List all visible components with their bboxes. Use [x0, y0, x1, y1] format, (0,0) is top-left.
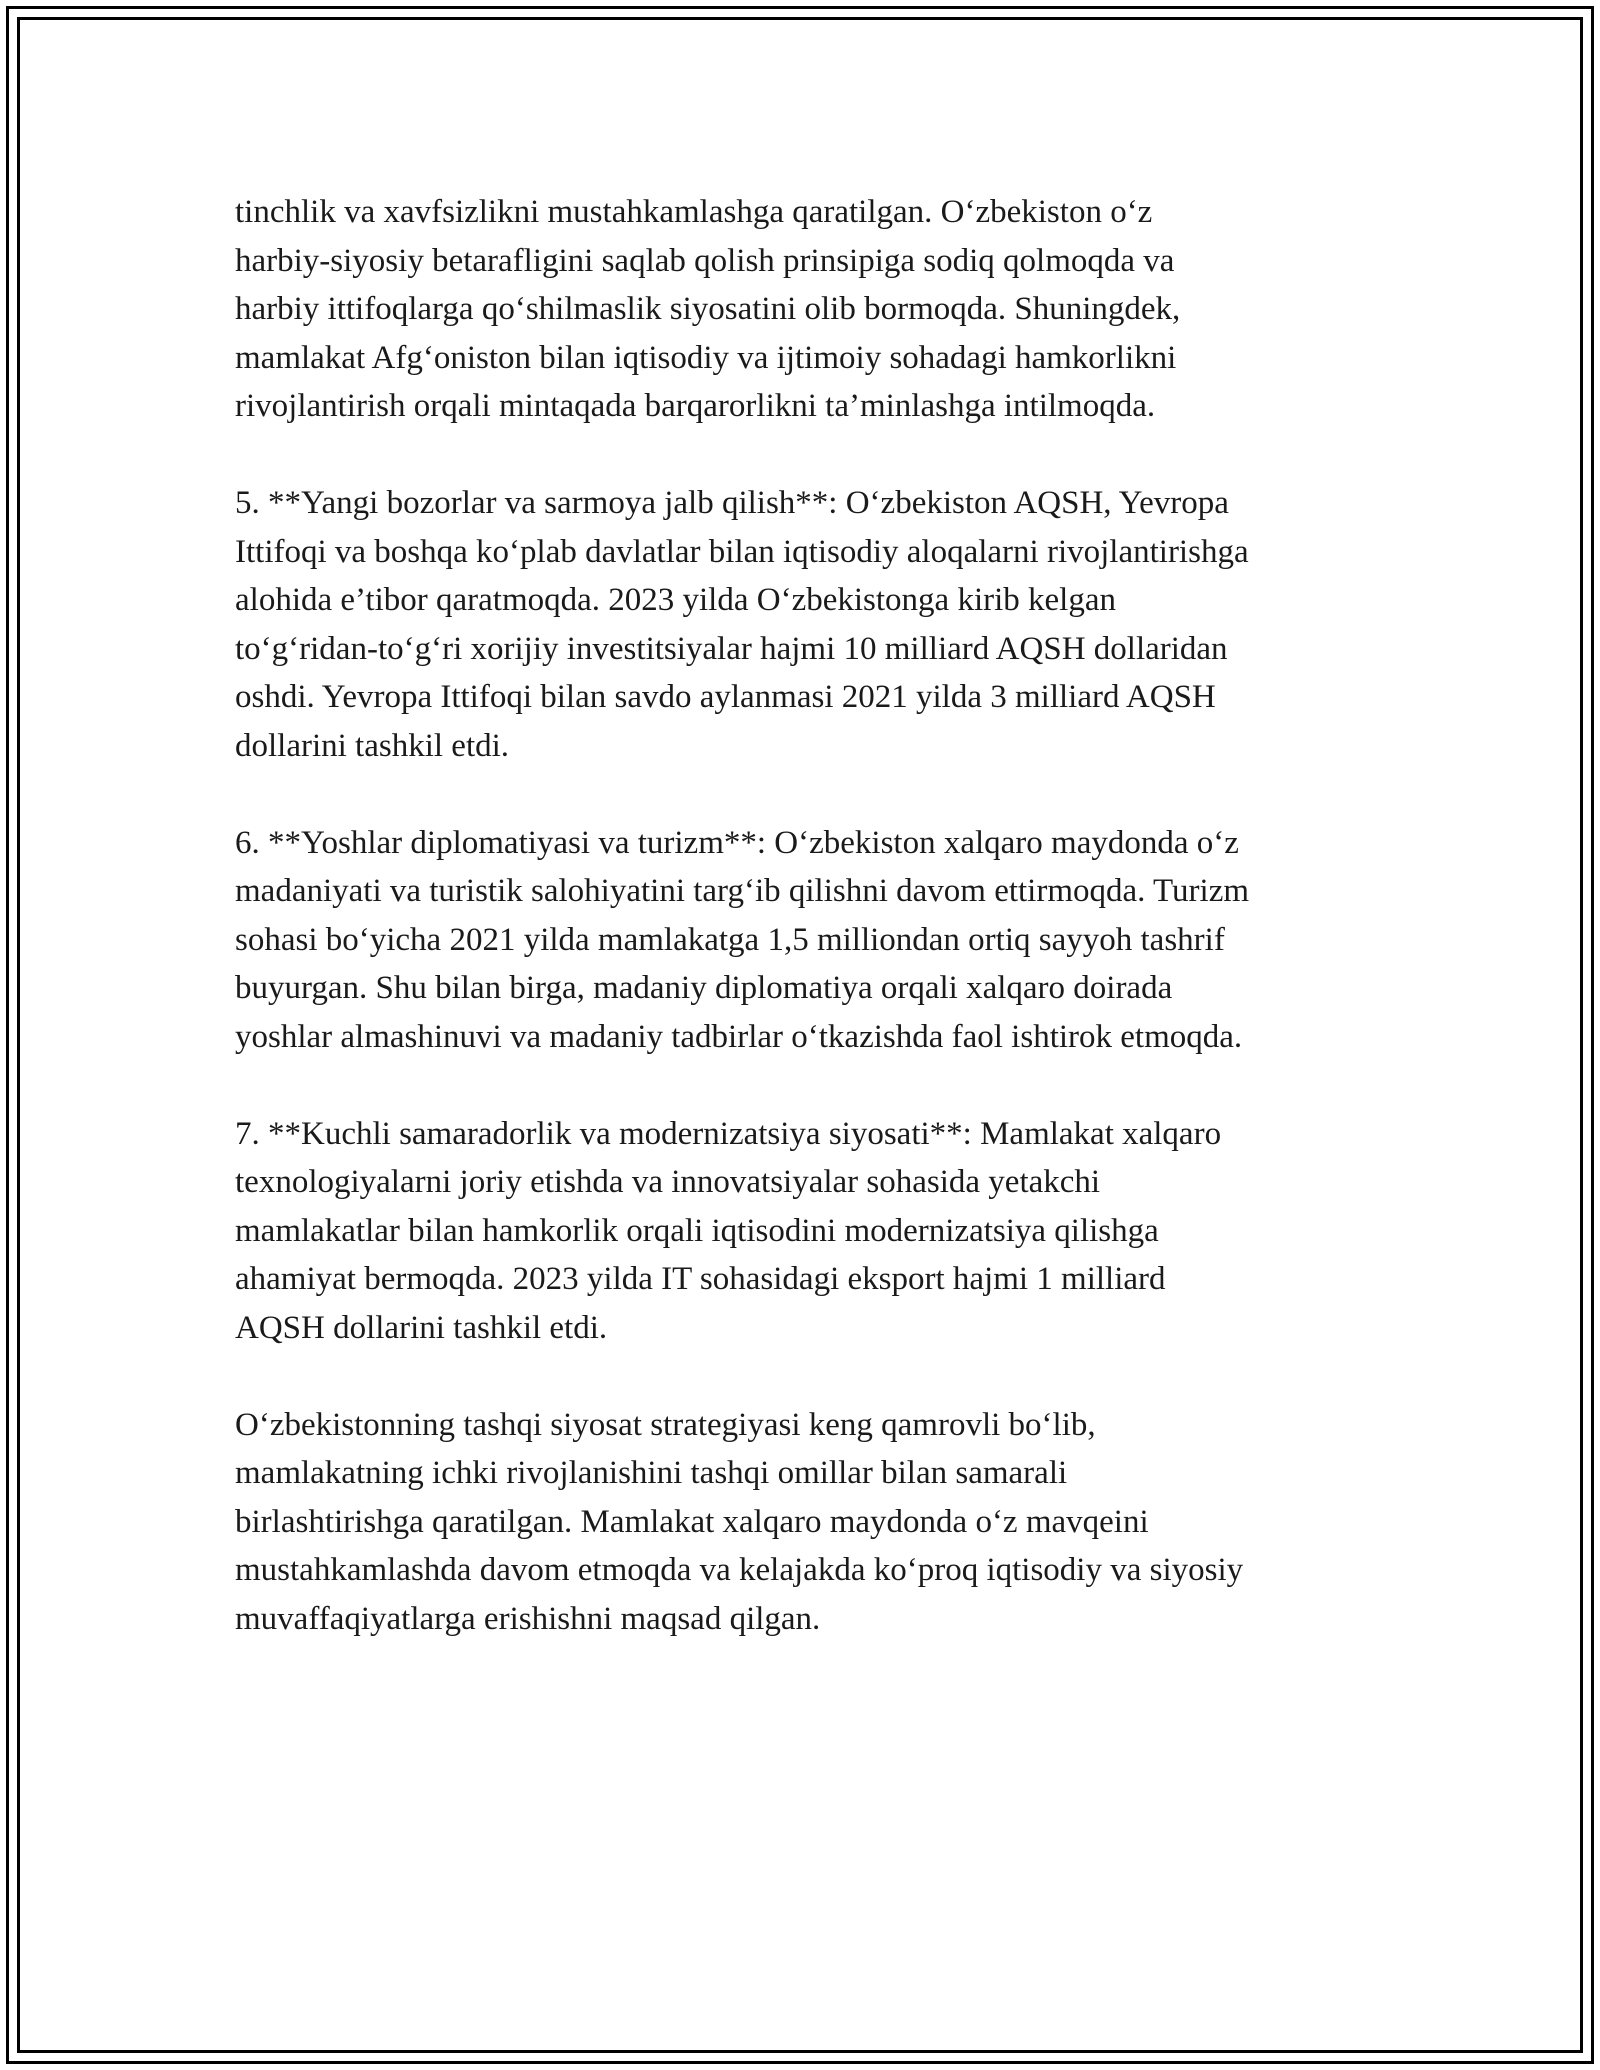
- text-line: sohasi bo‘yicha 2021 yilda mamlakatga 1,5 milliondan ortiq sayyoh tashrif: [235, 921, 1225, 958]
- text-line: muvaffaqiyatlarga erishishni maqsad qilgan.: [235, 1600, 821, 1637]
- text-line: alohida e’tibor qaratmoqda. 2023 yilda O‘zbekistonga kirib kelgan: [235, 582, 1116, 618]
- text-line: tinchlik va xavfsizlikni mustahkamlashga qaratilgan. O‘zbekiston o‘z: [235, 194, 1153, 230]
- text-line: O‘zbekistonning tashqi siyosat strategiyasi keng qamrovli bo‘lib,: [235, 1406, 1096, 1443]
- text-line: oshdi. Yevropa Ittifoqi bilan savdo aylanmasi 2021 yilda 3 milliard AQSH: [235, 679, 1216, 715]
- paragraph-item-6: [235, 819, 1375, 1062]
- text-line: rivojlantirish orqali mintaqada barqarorlikni ta’minlashga intilmoqda.: [235, 388, 1156, 424]
- document-body: [235, 188, 1375, 1692]
- paragraph-item-7: [235, 1110, 1375, 1353]
- text-line: to‘g‘ridan-to‘g‘ri xorijiy investitsiyalar hajmi 10 milliard AQSH dollaridan: [235, 630, 1228, 667]
- text-line: birlashtirishga qaratilgan. Mamlakat xalqaro maydonda o‘z mavqeini: [235, 1503, 1149, 1540]
- paragraph-intro-continuation: [235, 188, 1375, 431]
- text-line: ahamiyat bermoqda. 2023 yilda IT sohasidagi eksport hajmi 1 milliard: [235, 1261, 1166, 1297]
- text-line: 7. **Kuchli samaradorlik va modernizatsiya siyosati**: Mamlakat xalqaro: [235, 1115, 1222, 1152]
- text-line: Ittifoqi va boshqa ko‘plab davlatlar bilan iqtisodiy aloqalarni rivojlantirishga: [235, 533, 1249, 570]
- text-line: buyurgan. Shu bilan birga, madaniy diplomatiya orqali xalqaro doirada: [235, 970, 1173, 1006]
- text-line: mamlakatning ichki rivojlanishini tashqi omillar bilan samarali: [235, 1455, 1068, 1491]
- text-line: 5. **Yangi bozorlar va sarmoya jalb qilish**: O‘zbekiston AQSH, Yevropa: [235, 485, 1229, 521]
- paragraph-conclusion: [235, 1401, 1375, 1644]
- text-line: madaniyati va turistik salohiyatini targ‘ib qilishni davom ettirmoqda. Turizm: [235, 873, 1250, 909]
- text-line: mamlakatlar bilan hamkorlik orqali iqtisodini modernizatsiya qilishga: [235, 1212, 1159, 1249]
- text-line: mustahkamlashda davom etmoqda va kelajakda ko‘proq iqtisodiy va siyosiy: [235, 1552, 1244, 1588]
- text-line: texnologiyalarni joriy etishda va innovatsiyalar sohasida yetakchi: [235, 1164, 1101, 1200]
- text-line: dollarini tashkil etdi.: [235, 727, 510, 764]
- text-line: yoshlar almashinuvi va madaniy tadbirlar o‘tkazishda faol ishtirok etmoqda.: [235, 1018, 1243, 1055]
- paragraph-item-5: [235, 479, 1375, 770]
- text-line: mamlakat Afg‘oniston bilan iqtisodiy va ijtimoiy sohadagi hamkorlikni: [235, 339, 1177, 376]
- text-line: harbiy-siyosiy betarafligini saqlab qolish prinsipiga sodiq qolmoqda va: [235, 242, 1175, 279]
- text-line: harbiy ittifoqlarga qo‘shilmaslik siyosatini olib bormoqda. Shuningdek,: [235, 291, 1181, 327]
- text-line: 6. **Yoshlar diplomatiyasi va turizm**: O‘zbekiston xalqaro maydonda o‘z: [235, 824, 1239, 861]
- text-line: AQSH dollarini tashkil etdi.: [235, 1309, 608, 1346]
